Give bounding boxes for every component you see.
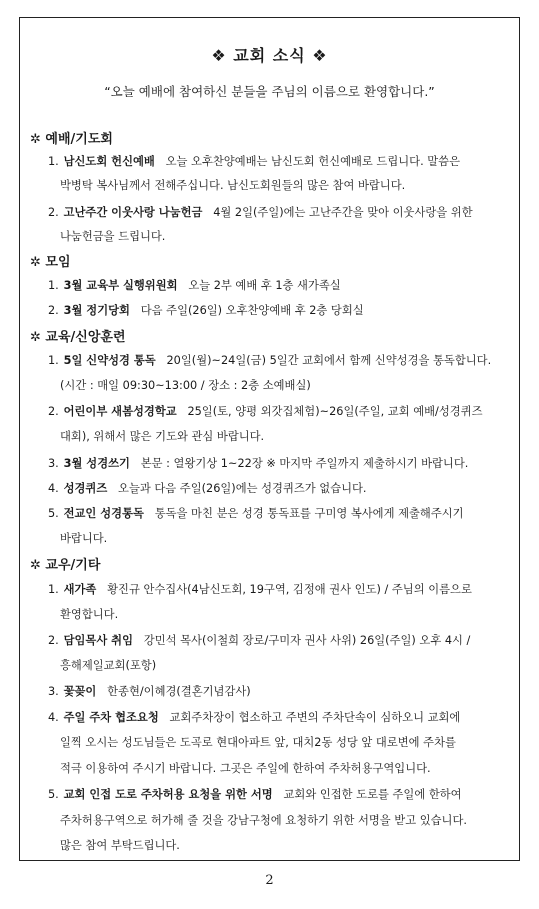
item-text-continued: 일찍 오시는 성도님들은 도곡로 현대아파트 앞, 대치2동 성당 앞 대로변에 주차를 — [60, 736, 456, 749]
item-number: 4. — [48, 711, 59, 724]
item-title: 3월 교육부 실행위원회 — [63, 279, 178, 292]
item-text: 4월 2일(주일)에는 고난주간을 맞아 이웃사랑을 위한 — [213, 206, 473, 219]
item-text: 교회와 인접한 도로를 주일에 한하여 — [283, 788, 462, 801]
item-number: 2. — [48, 405, 59, 418]
item-text: 25일(토, 양평 외갓집체험)~26일(주일, 교회 예배/성경퀴즈 — [187, 405, 483, 418]
meeting-item-1 — [48, 277, 341, 293]
education-item-5 — [48, 505, 464, 521]
item-number: 1. — [48, 354, 59, 367]
item-number: 1. — [48, 583, 59, 596]
item-number: 3. — [48, 685, 59, 698]
item-number: 4. — [48, 482, 59, 495]
item-title: 교회 인접 도로 주차허용 요청을 위한 서명 — [63, 788, 273, 801]
item-title: 담임목사 취임 — [63, 634, 134, 647]
welcome-message: “오늘 예배에 참여하신 분들을 주님의 이름으로 환영합니다.” — [104, 84, 435, 99]
item-text-continued: 나눔헌금을 드립니다. — [60, 230, 166, 243]
item-text-continued: 많은 참여 부탁드립니다. — [60, 839, 180, 852]
item-text: 오늘과 다음 주일(26일)에는 성경퀴즈가 없습니다. — [118, 482, 367, 495]
item-text-continued: 환영합니다. — [60, 608, 119, 621]
item-title: 새가족 — [63, 583, 97, 596]
item-text: 황진규 안수집사(4남신도회, 19구역, 김정애 권사 인도) / 주님의 이름으로 — [107, 583, 472, 596]
item-number: 2. — [48, 206, 59, 219]
item-number: 2. — [48, 304, 59, 317]
item-text-continued: 흥해제일교회(포항) — [60, 659, 157, 672]
item-text-continued: 바랍니다. — [60, 532, 108, 545]
item-number: 5. — [48, 507, 59, 520]
members-item-1 — [48, 581, 472, 597]
section-heading-members: ✲ 교우/기타 — [30, 558, 101, 573]
members-item-4 — [48, 709, 460, 725]
item-text: 강민석 목사(이철희 장로/구미자 권사 사위) 26일(주일) 오후 4시 / — [143, 634, 471, 647]
bulletin-frame — [19, 17, 520, 861]
item-title: 5일 신약성경 통독 — [63, 354, 156, 367]
item-text-continued: 박병탁 복사님께서 전해주십니다. 남신도회원들의 많은 참여 바랍니다. — [60, 179, 406, 192]
members-item-2 — [48, 632, 470, 648]
item-number: 3. — [48, 457, 59, 470]
item-title: 3월 정기당회 — [63, 304, 130, 317]
item-text: 한종현/이혜경(결혼기념감사) — [107, 685, 251, 698]
item-title: 3월 성경쓰기 — [63, 457, 130, 470]
item-text: 오늘 오후찬양예배는 남신도회 헌신예배로 드립니다. 말씀은 — [165, 155, 460, 168]
item-text: 20일(월)~24일(금) 5일간 교회에서 함께 신약성경을 통독합니다. — [166, 354, 492, 367]
section-heading-worship: ✲ 예배/기도회 — [30, 132, 113, 147]
item-title: 꽃꽂이 — [63, 685, 97, 698]
members-item-5 — [48, 786, 462, 802]
item-text-continued: 주차허용구역으로 허가해 줄 것을 강남구청에 요청하기 위한 서명을 받고 있습니다. — [60, 814, 467, 827]
item-title: 전교인 성경통독 — [63, 507, 144, 520]
item-title: 어린이부 새봄성경학교 — [63, 405, 177, 418]
item-number: 5. — [48, 788, 59, 801]
item-title: 남신도회 헌신예배 — [63, 155, 155, 168]
item-number: 1. — [48, 155, 59, 168]
item-text-continued: 적극 이용하여 주시기 바랍니다. 그곳은 주일에 한하여 주차허용구역입니다. — [60, 762, 431, 775]
item-number: 2. — [48, 634, 59, 647]
education-item-1 — [48, 352, 491, 368]
worship-item-2 — [48, 204, 473, 220]
item-text: 오늘 2부 예배 후 1층 새가족실 — [188, 279, 341, 292]
item-text: 본문 : 열왕기상 1~22장 ※ 마지막 주일까지 제출하시기 바랍니다. — [140, 457, 469, 470]
page-number: 2 — [265, 873, 274, 888]
education-item-3 — [48, 455, 468, 471]
item-title: 성경퀴즈 — [63, 482, 108, 495]
section-heading-education: ✲ 교육/신앙훈련 — [30, 330, 126, 345]
item-text: 교회주차장이 협소하고 주변의 주차단속이 심하오니 교회에 — [169, 711, 461, 724]
worship-item-1 — [48, 153, 460, 169]
bulletin-title: ❖ 교회 소식 ❖ — [211, 46, 328, 65]
item-number: 1. — [48, 279, 59, 292]
item-text: 통독을 마친 분은 성경 통독표를 구미영 복사에게 제출해주시기 — [154, 507, 464, 520]
item-title: 주일 주차 협조요청 — [63, 711, 159, 724]
item-title: 고난주간 이웃사랑 나눔헌금 — [63, 206, 203, 219]
item-text: 다음 주일(26일) 오후찬양예배 후 2층 당회실 — [140, 304, 364, 317]
education-item-2 — [48, 403, 482, 419]
section-heading-meetings: ✲ 모임 — [30, 255, 71, 270]
members-item-3 — [48, 683, 251, 699]
education-item-4 — [48, 480, 367, 496]
item-text-continued: 대회), 위해서 많은 기도와 관심 바랍니다. — [60, 430, 265, 443]
item-text-continued: (시간 : 매일 09:30~13:00 / 장소 : 2층 소예배실) — [60, 379, 311, 392]
meeting-item-2 — [48, 302, 364, 318]
